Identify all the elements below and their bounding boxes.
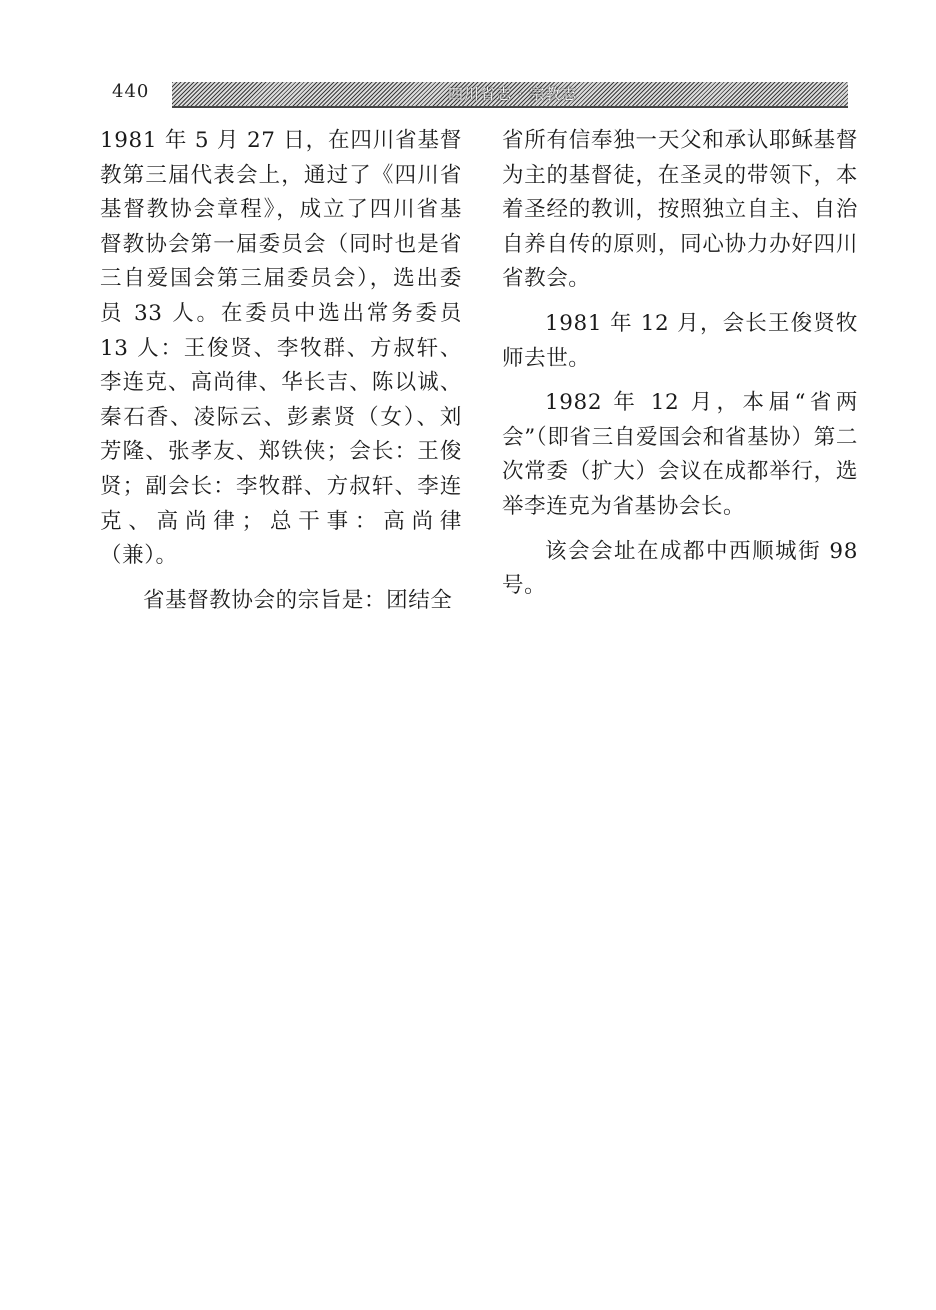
right-column [502,124,858,604]
paragraph-purpose-continued: 省所有信奉独一天父和承认耶稣基督为主的基督徒，在圣灵的带领下，本着圣经的教训，按照独立自主、自治自养自传的原则，同心协力办好四川省教会。 [502,128,858,292]
page-number: 440 [112,81,150,102]
paragraph-address: 该会会址在成都中西顺城街 98 号。 [502,538,858,599]
running-title: 四川省志 · 宗教志 [448,85,578,103]
left-column [100,124,462,618]
paragraph-purpose-start: 省基督教协会的宗旨是：团结全 [143,587,453,613]
paragraph-committee-founding: 1981 年 5 月 27 日，在四川省基督教第三届代表会上，通过了《四川省基督教协会章程》，成立了四川省基督教协会第一届委员会（同时也是省三自爱国会第三届委员会），选出委员 33 人。在委员中选出常务委员 13 人：王俊贤、李牧群、方叔轩、李连克、高尚律、华长吉、陈以诚、秦石香、凌际云、彭素贤（女）、刘芳隆、张孝友、郑铁侠；会长：王俊贤；副会长：李牧群、方叔轩、李连克、高尚律；总干事：高尚律（兼）。 [100,128,462,569]
paragraph-president-death: 1981 年 12 月，会长王俊贤牧师去世。 [502,310,858,371]
paragraph-new-president: 1982 年 12 月，本届“省两会”（即省三自爱国会和省基协）第二次常委（扩大）会议在成都举行，选举李连克为省基协会长。 [502,390,858,519]
page-header [0,0,936,120]
